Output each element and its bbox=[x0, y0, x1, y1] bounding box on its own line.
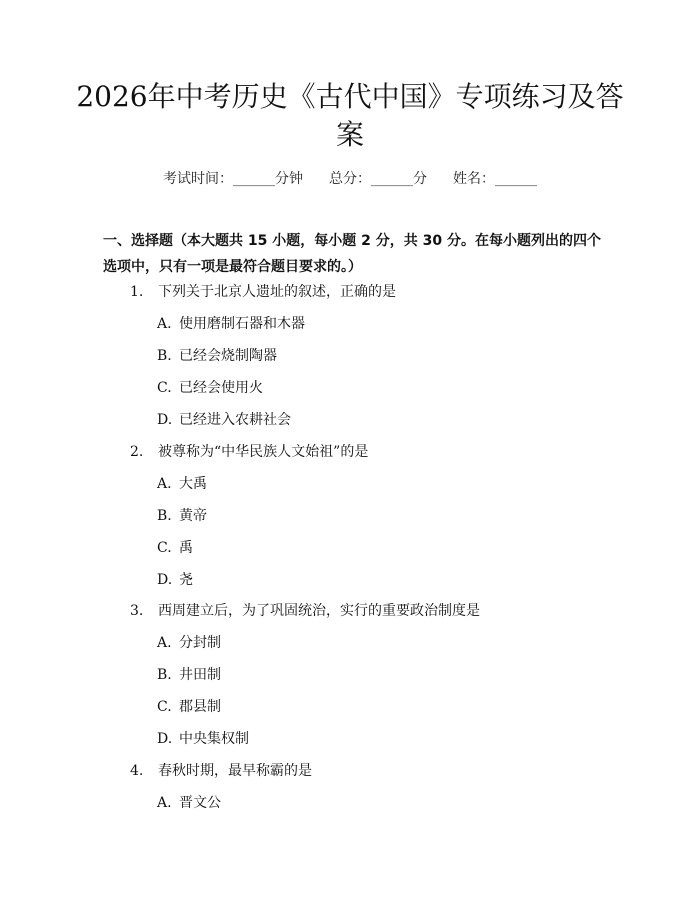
option-letter: D. bbox=[157, 412, 173, 428]
question-3-option-d bbox=[157, 729, 249, 749]
option-letter: A. bbox=[157, 476, 172, 492]
question-4 bbox=[130, 761, 312, 781]
option-text: 已经会烧制陶器 bbox=[179, 348, 277, 364]
question-2 bbox=[130, 442, 368, 462]
option-text: 禹 bbox=[179, 540, 193, 556]
option-text: 已经会使用火 bbox=[179, 380, 263, 396]
option-text: 大禹 bbox=[179, 476, 207, 492]
document-title: 2026年中考历史《古代中国》专项练习及答案 bbox=[76, 80, 624, 151]
option-text: 晋文公 bbox=[179, 795, 221, 811]
question-2-option-d bbox=[157, 570, 193, 590]
section-heading: 一、选择题（本大题共 15 小题，每小题 2 分，共 30 分。在每小题列出的四个选项中，只有一项是最符合题目要求的。） bbox=[103, 233, 601, 275]
question-1 bbox=[130, 282, 396, 302]
exam-time-label: 考试时间： bbox=[163, 171, 233, 187]
option-text: 分封制 bbox=[179, 635, 221, 651]
name-blank: ______ bbox=[495, 171, 537, 187]
exam-info-line bbox=[0, 168, 700, 188]
question-stem: 西周建立后，为了巩固统治，实行的重要政治制度是 bbox=[158, 603, 480, 619]
question-number: 3. bbox=[130, 603, 144, 619]
question-number: 4. bbox=[130, 763, 144, 779]
question-3-option-b bbox=[157, 665, 221, 685]
option-letter: D. bbox=[157, 731, 173, 747]
option-letter: B. bbox=[157, 348, 172, 364]
option-text: 中央集权制 bbox=[179, 731, 249, 747]
question-1-option-d bbox=[157, 410, 291, 430]
option-letter: D. bbox=[157, 572, 173, 588]
question-2-option-a bbox=[157, 474, 207, 494]
total-score-unit: 分 bbox=[413, 171, 427, 187]
exam-time-unit: 分钟 bbox=[275, 171, 303, 187]
exam-time-blank: ______ bbox=[233, 171, 275, 187]
option-letter: C. bbox=[157, 380, 172, 396]
question-stem: 被尊称为“中华民族人文始祖”的是 bbox=[158, 444, 369, 460]
option-letter: A. bbox=[157, 795, 172, 811]
option-text: 已经进入农耕社会 bbox=[179, 412, 291, 428]
question-1-option-b bbox=[157, 346, 277, 366]
option-letter: C. bbox=[157, 540, 172, 556]
question-number: 1. bbox=[130, 284, 144, 300]
option-text: 黄帝 bbox=[179, 508, 207, 524]
question-1-option-a bbox=[157, 314, 305, 334]
option-text: 使用磨制石器和木器 bbox=[179, 316, 305, 332]
question-number: 2. bbox=[130, 444, 144, 460]
question-3-option-c bbox=[157, 697, 221, 717]
question-4-option-a bbox=[157, 793, 221, 813]
question-3-option-a bbox=[157, 633, 221, 653]
option-letter: A. bbox=[157, 635, 172, 651]
name-label: 姓名： bbox=[453, 171, 495, 187]
question-1-option-c bbox=[157, 378, 263, 398]
total-score-blank: ______ bbox=[371, 171, 413, 187]
question-2-option-c bbox=[157, 538, 193, 558]
question-2-option-b bbox=[157, 506, 207, 526]
option-letter: B. bbox=[157, 508, 172, 524]
total-score-label: 总分： bbox=[329, 171, 371, 187]
question-3 bbox=[130, 601, 480, 621]
option-text: 尧 bbox=[179, 572, 193, 588]
option-text: 郡县制 bbox=[179, 699, 221, 715]
option-letter: C. bbox=[157, 699, 172, 715]
question-stem: 下列关于北京人遗址的叙述，正确的是 bbox=[158, 284, 396, 300]
option-letter: B. bbox=[157, 667, 172, 683]
option-text: 井田制 bbox=[179, 667, 221, 683]
option-letter: A. bbox=[157, 316, 172, 332]
question-stem: 春秋时期，最早称霸的是 bbox=[158, 763, 312, 779]
